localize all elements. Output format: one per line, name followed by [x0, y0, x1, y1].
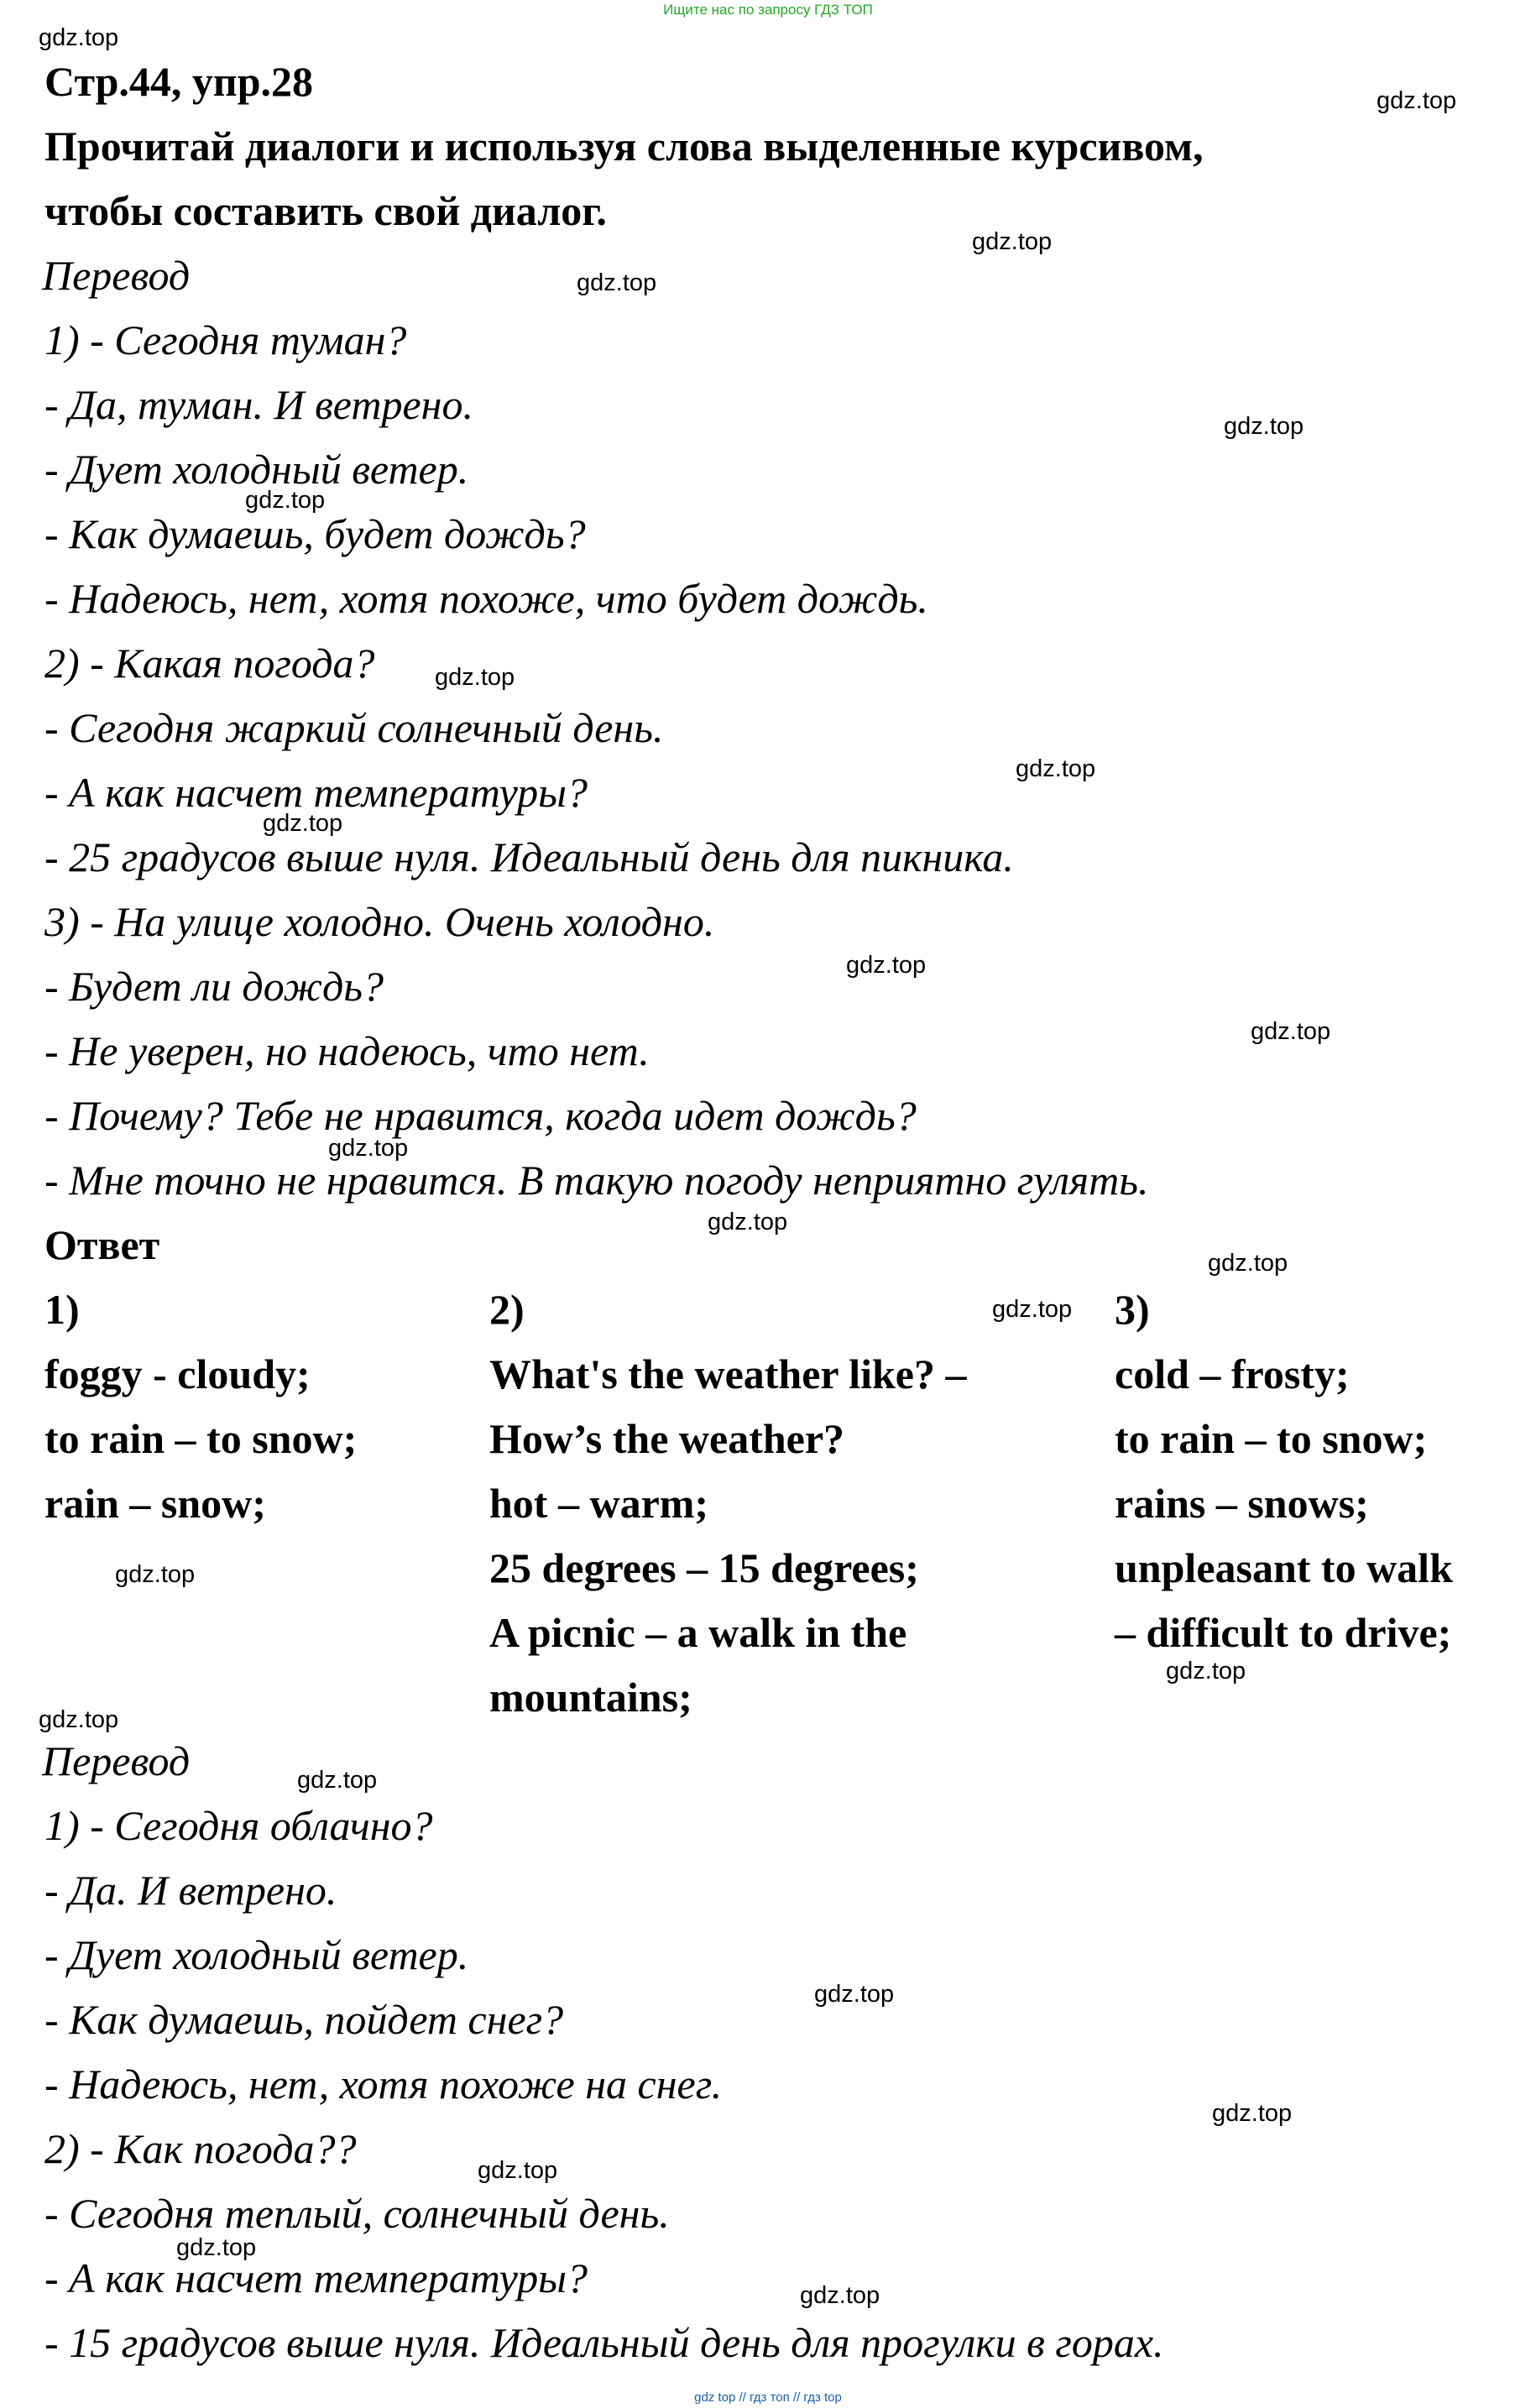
task-line-1: Прочитай диалоги и используя слова выделенные курсивом,	[44, 123, 1204, 170]
answer-column-2	[489, 1277, 966, 1730]
watermark: gdz.top	[708, 1209, 788, 1235]
watermark: gdz.top	[577, 269, 657, 296]
translation-title: Перевод	[42, 1737, 191, 1784]
answer-line: 25 degrees – 15 degrees;	[489, 1544, 919, 1591]
watermark: gdz.top	[1016, 755, 1096, 782]
page-title: Стр.44, упр.28	[44, 58, 314, 105]
answer-line: A picnic – a walk in the	[489, 1609, 907, 1656]
translation-line: - А как насчет температуры?	[44, 2254, 588, 2301]
top-search-note: Ищите нас по запросу ГДЗ ТОП	[663, 2, 873, 18]
answer-line: rains – snows;	[1115, 1480, 1369, 1527]
translation-line: 1) - Сегодня туман?	[44, 316, 407, 363]
watermark: gdz.top	[39, 24, 119, 51]
watermark: gdz.top	[245, 487, 326, 514]
translation-line: - 15 градусов выше нуля. Идеальный день для прогулки в горах.	[44, 2319, 1164, 2366]
translation-line: - Почему? Тебе не нравится, когда идет дождь?	[44, 1092, 917, 1139]
watermark: gdz.top	[1166, 1658, 1246, 1685]
translation-line: 1) - Сегодня облачно?	[44, 1802, 433, 1849]
answer-line: unpleasant to walk	[1115, 1544, 1453, 1591]
watermark: gdz.top	[115, 1561, 196, 1588]
answer-column-3	[1115, 1277, 1453, 1665]
answer-line: mountains;	[489, 1674, 692, 1721]
translation-title: Перевод	[42, 252, 191, 299]
answer-line: rain – snow;	[44, 1480, 266, 1527]
watermark: gdz.top	[478, 2157, 558, 2184]
task-line-2: чтобы составить свой диалог.	[44, 187, 607, 234]
footer-links: gdz top // гдз топ // гдз top	[694, 2390, 842, 2405]
answer-line: to rain – to snow;	[44, 1415, 358, 1462]
answer-line: foggy - cloudy;	[44, 1350, 311, 1397]
answer-column-1	[44, 1277, 357, 1536]
translation-line: 2) - Какая погода?	[44, 640, 375, 687]
answer-line: – difficult to drive;	[1115, 1609, 1452, 1656]
translation-line: - Как думаешь, пойдет снег?	[44, 1996, 564, 2043]
answer-number: 2)	[489, 1286, 525, 1333]
answer-line: hot – warm;	[489, 1480, 709, 1527]
watermark: gdz.top	[972, 228, 1053, 255]
watermark: gdz.top	[992, 1296, 1073, 1323]
translation-line: - Дует холодный ветер.	[44, 446, 469, 493]
watermark: gdz.top	[1251, 1018, 1331, 1045]
translation-line: - Мне точно не нравится. В такую погоду неприятно гулять.	[44, 1157, 1149, 1204]
answer-line: cold – frosty;	[1115, 1350, 1350, 1397]
watermark: gdz.top	[435, 664, 515, 691]
watermark: gdz.top	[263, 810, 343, 837]
translation-line: - Как думаешь, будет дождь?	[44, 510, 586, 557]
watermark: gdz.top	[814, 1981, 895, 2008]
watermark: gdz.top	[39, 1706, 119, 1733]
watermark: gdz.top	[1208, 1250, 1288, 1277]
watermark: gdz.top	[846, 952, 927, 979]
watermark: gdz.top	[176, 2234, 257, 2261]
translation-line: - Сегодня жаркий солнечный день.	[44, 704, 664, 751]
translation-line: - Сегодня теплый, солнечный день.	[44, 2190, 670, 2237]
translation-line: 3) - На улице холодно. Очень холодно.	[44, 898, 715, 945]
watermark: gdz.top	[1377, 87, 1457, 114]
translation-line: - Надеюсь, нет, хотя похоже, что будет дождь.	[44, 575, 928, 622]
watermark: gdz.top	[1212, 2100, 1293, 2127]
answer-number: 3)	[1115, 1286, 1150, 1333]
translation-line: - Дует холодный ветер.	[44, 1931, 469, 1978]
translation-line: - Не уверен, но надеюсь, что нет.	[44, 1027, 650, 1074]
answer-line: How’s the weather?	[489, 1415, 845, 1462]
watermark: gdz.top	[328, 1135, 409, 1162]
translation-line: - 25 градусов выше нуля. Идеальный день для пикника.	[44, 833, 1014, 880]
answer-line: to rain – to snow;	[1115, 1415, 1428, 1462]
watermark: gdz.top	[800, 2282, 880, 2309]
translation-line: 2) - Как погода??	[44, 2125, 357, 2172]
translation-line: - Да, туман. И ветрено.	[44, 381, 473, 428]
answer-title: Ответ	[44, 1221, 160, 1268]
watermark: gdz.top	[1224, 413, 1304, 440]
translation-line: - Будет ли дождь?	[44, 963, 384, 1010]
watermark: gdz.top	[297, 1767, 378, 1794]
translation-line: - Да. И ветрено.	[44, 1867, 337, 1914]
translation-line: - Надеюсь, нет, хотя похоже на снег.	[44, 2061, 723, 2108]
answer-line: What's the weather like? –	[489, 1350, 967, 1397]
translation-line: - А как насчет температуры?	[44, 769, 588, 816]
answer-number: 1)	[44, 1286, 80, 1333]
